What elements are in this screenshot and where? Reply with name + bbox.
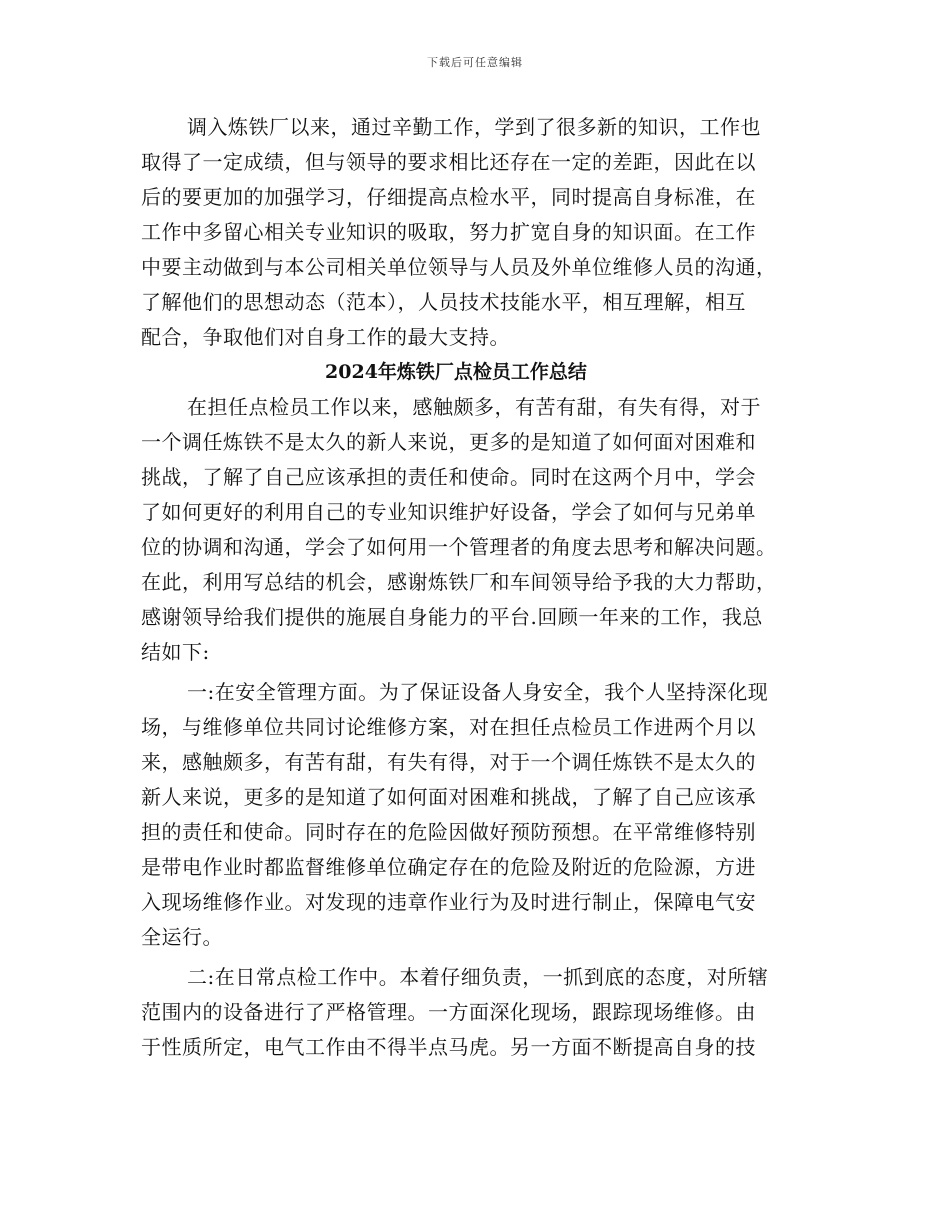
text-line: 调入炼铁厂以来，通过辛勤工作，学到了很多新的知识，工作也 [187,115,761,139]
text-line: 了解他们的思想动态（范本），人员技术技能水平，相互理解，相互 [141,290,746,314]
text-line: 担的责任和使命。同时存在的危险因做好预防预想。在平常维修特别 [141,820,756,844]
document-body [141,111,811,1066]
text-line: 一:在安全管理方面。为了保证设备人身安全，我个人坚持深化现 [187,680,769,704]
paragraph-intro [141,391,811,668]
text-line: 在担任点检员工作以来，感触颇多，有苦有甜，有失有得，对于 [187,395,761,419]
text-line: 来，感触颇多，有苦有甜，有失有得，对于一个调任炼铁不是太久的 [141,750,756,774]
text-line: 中要主动做到与本公司相关单位领导与人员及外单位维修人员的沟通， [141,255,777,279]
paragraph-safety-management [141,676,811,953]
text-line: 配合，争取他们对自身工作的最大支持。 [141,325,510,349]
text-line: 后的要更加的加强学习，仔细提高点检水平，同时提高自身标准，在 [141,185,756,209]
text-line: 了如何更好的利用自己的专业知识维护好设备，学会了如何与兄弟单 [141,500,756,524]
text-line: 位的协调和沟通，学会了如何用一个管理者的角度去思考和解决问题。 [141,535,777,559]
text-line: 取得了一定成绩，但与领导的要求相比还存在一定的差距，因此在以 [141,150,756,174]
text-line: 工作中多留心相关专业知识的吸取，努力扩宽自身的知识面。在工作 [141,220,756,244]
text-line: 场，与维修单位共同讨论维修方案，对在担任点检员工作进两个月以 [141,715,756,739]
text-line: 范围内的设备进行了严格管理。一方面深化现场，跟踪现场维修。由 [141,1000,756,1024]
text-line: 感谢领导给我们提供的施展自身能力的平台.回顾一年来的工作，我总 [141,605,763,629]
text-line: 于性质所定，电气工作由不得半点马虎。另一方面不断提高自身的技 [141,1035,756,1059]
text-line: 新人来说，更多的是知道了如何面对困难和挑战，了解了自己应该承 [141,785,756,809]
text-line: 挑战，了解了自己应该承担的责任和使命。同时在这两个月中，学会 [141,465,756,489]
text-line: 是带电作业时都监督维修单位确定存在的危险及附近的危险源，方进 [141,855,756,879]
text-line: 结如下: [141,640,210,664]
text-line: 二:在日常点检工作中。本着仔细负责，一抓到底的态度，对所辖 [187,965,769,989]
text-line: 一个调任炼铁不是太久的新人来说，更多的是知道了如何面对困难和 [141,430,756,454]
text-line: 全运行。 [141,925,223,949]
document-title: 2024年炼铁厂点检员工作总结 [325,361,587,383]
text-line: 在此，利用写总结的机会，感谢炼铁厂和车间领导给予我的大力帮助， [141,570,777,594]
text-line: 入现场维修作业。对发现的违章作业行为及时进行制止，保障电气安 [141,890,756,914]
paragraph-daily-inspection [141,961,811,1063]
paragraph-transfer-summary [141,111,811,353]
page-header: 下载后可任意编辑 [427,56,523,69]
